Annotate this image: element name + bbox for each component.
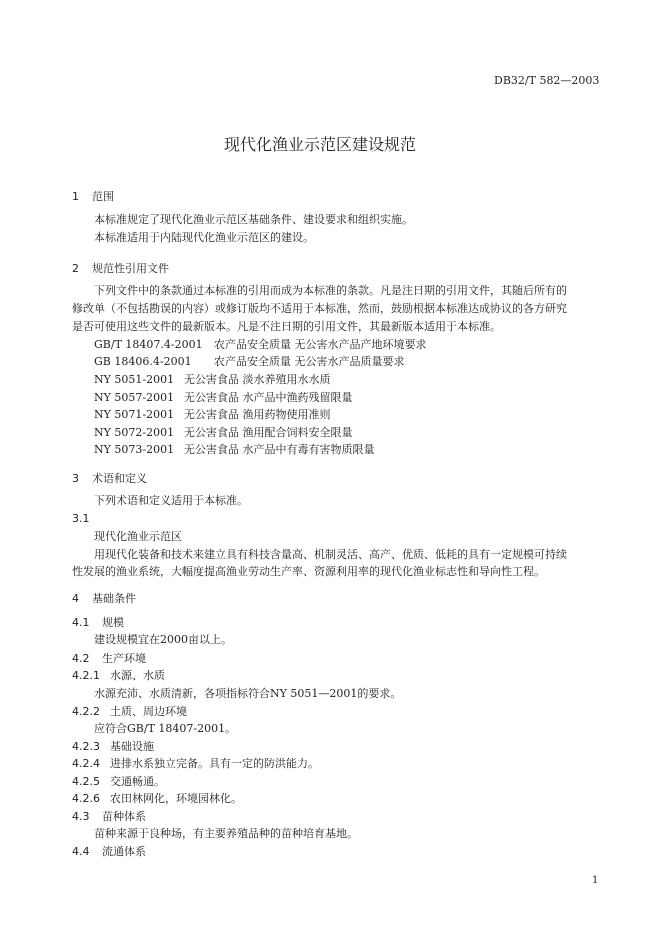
reference-item (94, 426, 353, 440)
subsection-number: 4.1 (72, 616, 90, 629)
reference-code: NY 5057-2001 (94, 391, 175, 404)
reference-title: 无公害食品 水产品中有毒有害物质限量 (184, 443, 375, 456)
reference-item (94, 355, 405, 369)
section-title: 基础条件 (92, 592, 136, 605)
subsection-4-2-heading (72, 652, 146, 666)
clause-4-2-5 (72, 775, 165, 789)
section-number: 1 (72, 190, 79, 203)
subsection-title: 生产环境 (102, 652, 146, 665)
section-2-heading (72, 262, 169, 276)
reference-item (94, 338, 427, 352)
subsection-number: 4.2.6 (72, 792, 100, 805)
subsection-title: 苗种体系 (102, 810, 146, 823)
section-title: 规范性引用文件 (92, 262, 169, 275)
clause-text: 进排水系独立完备。具有一定的防洪能力。 (110, 757, 319, 770)
reference-code: NY 5073-2001 (94, 443, 175, 456)
paragraph-line: 下列文件中的条款通过本标准的引用而成为本标准的条款。凡是注日期的引用文件，其随后所有的 (94, 284, 567, 297)
subsection-title: 规模 (102, 616, 124, 629)
definition-line: 性发展的渔业系统，大幅度提高渔业劳动生产率、资源利用率的现代化渔业标志性和导向性工程。 (72, 565, 545, 578)
subsection-4-2-2-heading (72, 705, 187, 719)
paragraph: 建设规模宜在2000亩以上。 (94, 633, 232, 646)
section-4-heading (72, 592, 136, 606)
subsection-title: 水源、水质 (110, 669, 165, 682)
paragraph: 本标准规定了现代化渔业示范区基础条件、建设要求和组织实施。 (94, 213, 413, 226)
subsection-number: 4.3 (72, 810, 90, 823)
section-number: 4 (72, 592, 79, 605)
subsection-title: 基础设施 (110, 740, 154, 753)
subsection-number: 4.2.2 (72, 705, 100, 718)
paragraph: 下列术语和定义适用于本标准。 (94, 494, 248, 507)
paragraph: 水源充沛、水质清新，各项指标符合NY 5051—2001的要求。 (94, 687, 402, 700)
subsection-number: 4.2.3 (72, 740, 100, 753)
reference-item (94, 443, 375, 457)
reference-item (94, 373, 331, 387)
reference-code: NY 5071-2001 (94, 408, 175, 421)
paragraph-line: 修改单（不包括勘误的内容）或修订版均不适用于本标准，然而，鼓励根据本标准达成协议的各方研究 (72, 302, 567, 315)
document-code: DB32/T 582—2003 (494, 74, 600, 87)
clause-text: 交通畅通。 (110, 775, 165, 788)
clause-text: 农田林网化，环境园林化。 (110, 792, 242, 805)
subsection-number: 4.2 (72, 652, 90, 665)
section-title: 范围 (92, 190, 114, 203)
page-number: 1 (592, 875, 599, 886)
paragraph: 本标准适用于内陆现代化渔业示范区的建设。 (94, 231, 314, 244)
paragraph-line: 是否可使用这些文件的最新版本。凡是不注日期的引用文件，其最新版本适用于本标准。 (72, 320, 501, 333)
reference-code: NY 5051-2001 (94, 373, 175, 386)
subsection-title: 流通体系 (102, 845, 146, 858)
reference-title: 无公害食品 淡水养殖用水水质 (184, 373, 331, 386)
reference-item (94, 408, 331, 422)
reference-title: 农产品安全质量 无公害水产品质量要求 (214, 355, 405, 368)
section-3-heading (72, 472, 147, 486)
paragraph: 应符合GB/T 18407-2001。 (94, 722, 237, 735)
subsection-number: 4.4 (72, 845, 90, 858)
section-number: 3 (72, 472, 79, 485)
reference-title: 无公害食品 水产品中渔药残留限量 (184, 391, 353, 404)
section-1-heading (72, 190, 114, 204)
subsection-4-2-1-heading (72, 669, 165, 683)
subsection-number: 3.1 (72, 512, 90, 525)
reference-item (94, 391, 353, 405)
section-title: 术语和定义 (92, 472, 147, 485)
term: 现代化渔业示范区 (94, 530, 182, 543)
document-title: 现代化渔业示范区建设规范 (224, 135, 417, 154)
subsection-4-4-heading (72, 845, 146, 859)
clause-4-2-6 (72, 792, 242, 806)
reference-title: 无公害食品 渔用药物使用准则 (184, 408, 331, 421)
reference-title: 无公害食品 渔用配合饲料安全限量 (184, 426, 353, 439)
reference-code: GB 18406.4-2001 (94, 355, 192, 368)
subsection-number: 4.2.5 (72, 775, 100, 788)
paragraph: 苗种来源于良种场，有主要养殖品种的苗种培育基地。 (94, 827, 358, 840)
reference-title: 农产品安全质量 无公害水产品产地环境要求 (214, 338, 427, 351)
subsection-4-1-heading (72, 616, 124, 630)
clause-4-2-4 (72, 757, 319, 771)
subsection-title: 土质、周边环境 (110, 705, 187, 718)
section-number: 2 (72, 262, 79, 275)
subsection-number: 4.2.1 (72, 669, 100, 682)
subsection-4-2-3-heading (72, 740, 154, 754)
subsection-4-3-heading (72, 810, 146, 824)
definition-line: 用现代化装备和技术来建立具有科技含量高、机制灵活、高产、优质、低耗的具有一定规模可持续 (94, 548, 567, 561)
reference-code: NY 5072-2001 (94, 426, 175, 439)
subsection-number: 4.2.4 (72, 757, 100, 770)
reference-code: GB/T 18407.4-2001 (94, 338, 203, 351)
